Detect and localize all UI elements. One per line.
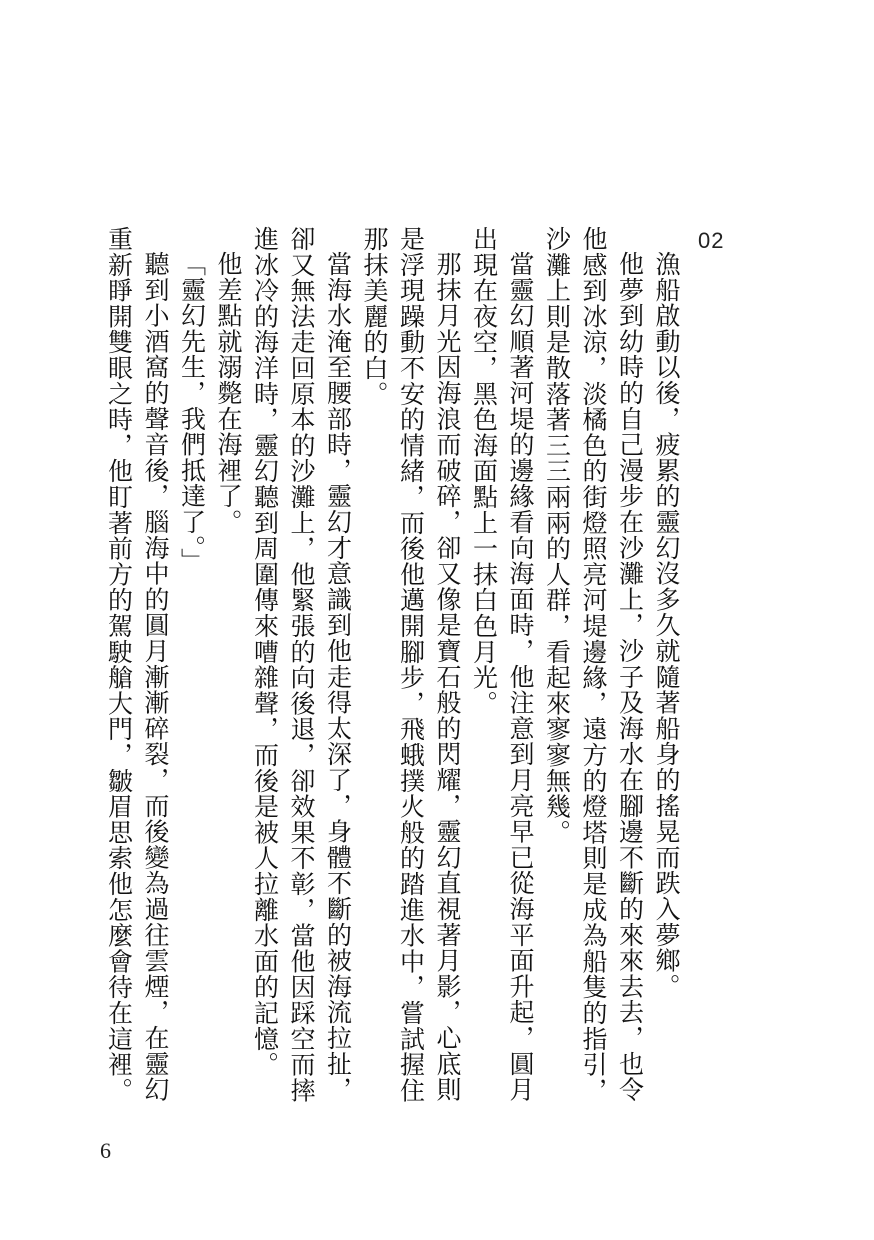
paragraph-4: 那抹月光因海浪而破碎，卻又像是寶石般的閃耀，靈幻直視著月影，心底則是浮現躁動不安的情緒，而後他邁開腳步，飛蛾撲火般的踏進水中，嘗試握住那抹美麗的白。 <box>360 226 462 1104</box>
paragraph-8: 聽到小酒窩的聲音後，腦海中的圓月漸漸碎裂，而後變為過往雲煙，在靈幻重新睜開雙眼之時，他盯著前方的駕駛艙大門，皺眉思索他怎麼會待在這裡。 <box>104 226 170 1104</box>
chapter-number: 02 <box>698 228 725 253</box>
paragraph-6: 他差點就溺斃在海裡了。 <box>214 251 243 535</box>
page-number: 6 <box>100 1138 111 1163</box>
paragraph-2: 他夢到幼時的自己漫步在沙灘上，沙子及海水在腳邊不斷的來來去去，也令他感到冰涼，淡橘色的街燈照亮河堤邊緣，遠方的燈塔則是成為船隻的指引，沙灘上則是散落著三三兩兩的人群，看起來寥寥無幾。 <box>542 226 645 1104</box>
paragraph-1: 漁船啟動以後，疲累的靈幻沒多久就隨著船身的搖晃而跌入夢鄉。 <box>652 251 681 1000</box>
paragraph-5: 當海水淹至腰部時，靈幻才意識到他走得太深了，身體不斷的被海流拉扯，卻又無法走回原本的沙灘上，他緊張的向後退，卻效果不彰，當他因踩空而摔進冰冷的海洋時，靈幻聽到周圍傳來嘈雜聲，而後是被人拉離水面的記憶。 <box>250 226 353 1104</box>
body-text <box>104 226 684 1126</box>
paragraph-3: 當靈幻順著河堤的邊緣看向海面時，他注意到月亮早已從海平面升起，圓月出現在夜空，黑色海面點上一抹白色月光。 <box>469 226 535 1103</box>
paragraph-7: 「靈幻先生，我們抵達了。」 <box>177 251 207 574</box>
